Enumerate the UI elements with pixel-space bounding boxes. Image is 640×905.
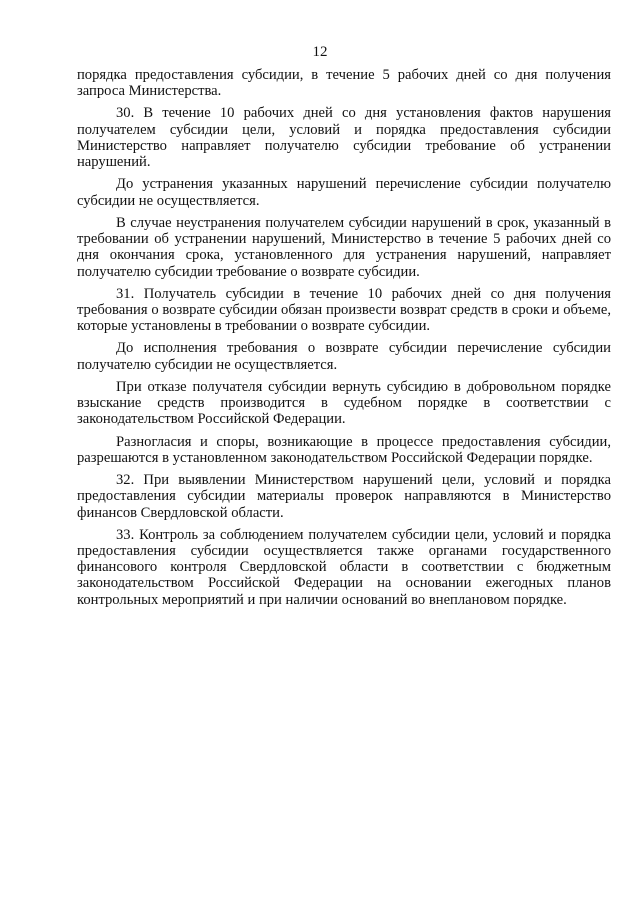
- paragraph: До устранения указанных нарушений перечисление субсидии получателю субсидии не осуществляется.: [77, 176, 611, 209]
- paragraph-continuation: порядка предоставления субсидии, в течение 5 рабочих дней со дня получения запроса Министерства.: [77, 67, 611, 100]
- paragraph: Разногласия и споры, возникающие в процессе предоставления субсидии, разрешаются в установленном законодательством Российской Федерации порядке.: [77, 433, 611, 466]
- page-number: 12: [312, 44, 328, 60]
- paragraph-item-31: 31. Получатель субсидии в течение 10 рабочих дней со дня получения требования о возврате субсидии обязан произвести возврат средств в сроки и объеме, которые установлены в требовании о возврате субсидии.: [77, 285, 611, 335]
- paragraph-item-32: 32. При выявлении Министерством нарушений цели, условий и порядка предоставления субсидии материалы проверок направляются в Министерство финансов Свердловской области.: [77, 471, 611, 521]
- paragraph: При отказе получателя субсидии вернуть субсидию в добровольном порядке взыскание средств производится в судебном порядке в соответствии с законодательством Российской Федерации.: [77, 378, 611, 428]
- paragraph: В случае неустранения получателем субсидии нарушений в срок, указанный в требовании об устранении нарушений, Министерство в течение 5 рабочих дней со дня окончания срока, установленного для устранения нарушений, направляет получателю субсидии требование о возврате субсидии.: [77, 214, 611, 280]
- paragraph-item-30: 30. В течение 10 рабочих дней со дня установления фактов нарушения получателем субсидии цели, условий и порядка предоставления субсидии Министерство направляет получателю субсидии требование об устранении нарушений.: [77, 105, 611, 171]
- paragraph-item-33: 33. Контроль за соблюдением получателем субсидии цели, условий и порядка предоставления субсидии осуществляется также органами государственного финансового контроля Свердловской области в соответствии с бюджетным законодательством Российской Федерации на основании ежегодных планов контрольных мероприятий и при наличии оснований во внеплановом порядке.: [77, 526, 611, 608]
- paragraph: До исполнения требования о возврате субсидии перечисление субсидии получателю субсидии не осуществляется.: [77, 340, 611, 373]
- document-body: [77, 67, 611, 614]
